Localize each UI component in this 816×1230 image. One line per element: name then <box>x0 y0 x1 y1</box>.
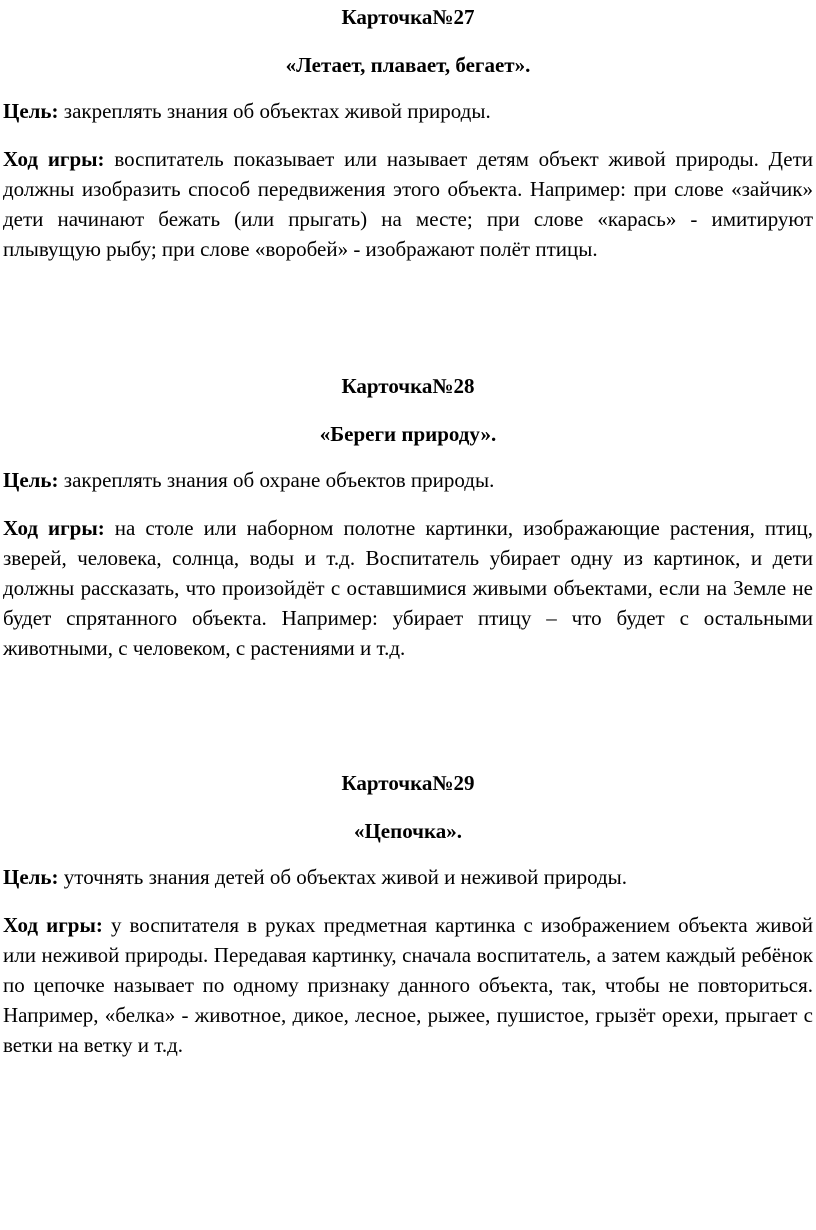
game-description-label: Ход игры: <box>3 516 105 540</box>
goal-label: Цель: <box>3 99 59 123</box>
game-description-paragraph <box>3 144 813 264</box>
game-description-paragraph <box>3 910 813 1060</box>
card-number-heading: Карточка№27 <box>341 5 475 29</box>
goal-label: Цель: <box>3 865 59 889</box>
game-description-text: на столе или наборном полотне картинки, изображающие растения, птиц, зверей, человека, солнца, воды и т.д. Воспитатель убирает одну из картинок, и дети должны рассказать, что произойдёт с оставшимися живыми объектами, если на Земле не будет спрятанного объекта. Например: убирает птицу – что будет с остальными животными, с человеком, с растениями и т.д. <box>3 516 814 660</box>
goal-paragraph <box>3 465 813 495</box>
goal-text: уточнять знания детей об объектах живой и неживой природы. <box>58 865 628 889</box>
game-description-label: Ход игры: <box>3 147 105 171</box>
game-description-text: воспитатель показывает или называет детям объект живой природы. Дети должны изобразить способ передвижения этого объекта. Например: при слове «зайчик» дети начинают бежать (или прыгать) на месте; при слове «карась» - имитируют плывущую рыбу; при слове «воробей» - изображают полёт птицы. <box>3 147 813 261</box>
card-number-heading: Карточка№29 <box>341 771 475 795</box>
game-card-29 <box>3 768 813 1060</box>
goal-paragraph <box>3 96 813 126</box>
goal-text: закреплять знания об охране объектов природы. <box>58 468 495 492</box>
game-description-label: Ход игры: <box>3 913 103 937</box>
goal-label: Цель: <box>3 468 59 492</box>
game-card-27 <box>3 2 813 264</box>
game-card-28 <box>3 371 813 663</box>
game-title: «Цепочка». <box>353 819 463 843</box>
goal-text: закреплять знания об объектах живой природы. <box>58 99 491 123</box>
game-description-text: у воспитателя в руках предметная картинка с изображением объекта живой или неживой природы. Передавая картинку, сначала воспитатель, а затем каждый ребёнок по цепочке называет по одному признаку данного объекта, так, чтобы не повториться. Например, «белка» - животное, дикое, лесное, рыжее, пушистое, грызёт орехи, прыгает с ветки на ветку и т.д. <box>3 913 813 1057</box>
game-title: «Летает, плавает, бегает». <box>285 53 531 77</box>
goal-paragraph <box>3 862 813 892</box>
card-number-heading: Карточка№28 <box>341 374 475 398</box>
game-description-paragraph <box>3 513 813 663</box>
game-title: «Береги природу». <box>319 422 497 446</box>
